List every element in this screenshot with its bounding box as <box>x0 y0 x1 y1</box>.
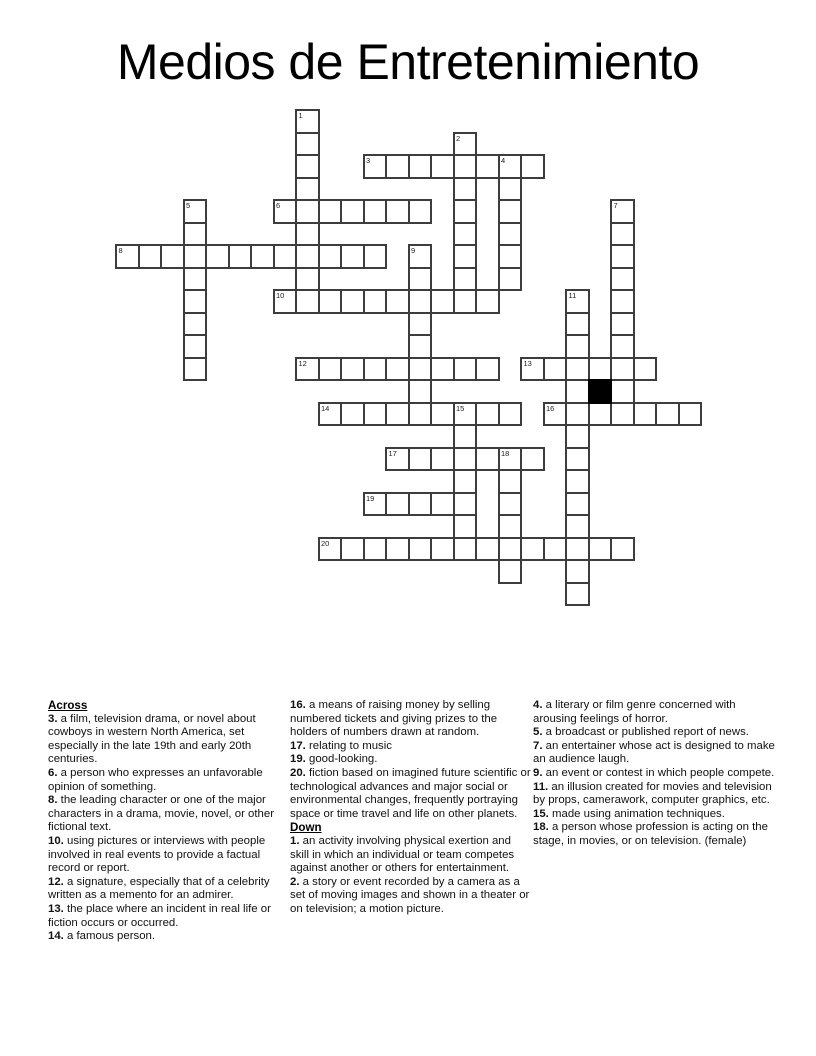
grid-cell[interactable] <box>430 154 455 179</box>
grid-cell[interactable] <box>520 537 545 562</box>
cell-number: 13 <box>523 358 532 368</box>
clue-across-13 <box>48 903 290 930</box>
clue-number-label: 11. <box>533 780 549 793</box>
grid-cell[interactable] <box>430 537 455 562</box>
grid-cell[interactable] <box>498 177 523 202</box>
cell-number: 6 <box>276 201 281 210</box>
grid-cell[interactable] <box>565 582 590 607</box>
clue-text: an entertainer whose act is designed to make an audience laugh. <box>533 739 775 766</box>
grid-cell[interactable] <box>475 357 500 382</box>
clue-across-17 <box>290 740 532 754</box>
grid-cell[interactable] <box>340 402 365 427</box>
grid-cell[interactable] <box>565 379 590 404</box>
grid-cell[interactable] <box>565 334 590 359</box>
grid-cell[interactable] <box>498 514 523 539</box>
clue-text: a person who expresses an unfavorable opinion of something. <box>48 766 263 793</box>
clue-number-label: 18. <box>533 821 549 834</box>
grid-cell[interactable] <box>408 334 433 359</box>
clue-text: using pictures or interviews with people involved in real events to provide a factual record or report. <box>48 834 266 875</box>
grid-cell[interactable] <box>565 424 590 449</box>
cell-number: 3 <box>366 156 371 165</box>
grid-cell[interactable] <box>183 222 208 247</box>
clue-number-label: 10. <box>48 834 64 847</box>
grid-cell[interactable] <box>453 199 478 224</box>
grid-cell[interactable] <box>498 222 523 247</box>
grid-cell[interactable] <box>610 379 635 404</box>
grid-cell[interactable] <box>250 244 275 269</box>
grid-cell[interactable] <box>273 244 298 269</box>
grid-cell[interactable] <box>183 289 208 314</box>
grid-cell[interactable] <box>498 469 523 494</box>
clue-across-6 <box>48 767 290 794</box>
grid-cell[interactable] <box>183 244 208 269</box>
grid-cell[interactable] <box>295 244 320 269</box>
grid-cell[interactable] <box>520 154 545 179</box>
clue-across-8 <box>48 794 290 835</box>
clue-across-16 <box>290 699 532 740</box>
clue-across-20 <box>290 767 532 821</box>
grid-cell[interactable] <box>295 154 320 179</box>
grid-cell[interactable] <box>183 267 208 292</box>
across-heading: Across <box>48 699 88 712</box>
clue-text: the leading character or one of the major characters in a drama, movie, novel, or other fictional text. <box>48 794 275 834</box>
clue-text: a signature, especially that of a celebrity written as a memento for an admirer. <box>48 875 270 902</box>
cell-number: 5 <box>186 201 191 210</box>
down-heading: Down <box>290 821 322 835</box>
grid-cell[interactable] <box>453 537 478 562</box>
grid-cell[interactable] <box>543 357 568 382</box>
cell-number: 11 <box>568 291 577 300</box>
cell-number: 8 <box>118 246 123 255</box>
grid-cell[interactable] <box>340 537 365 562</box>
clue-text: fiction based on imagined future scientific or technological advances and major social or environmental changes, frequently portraying space or time travel and life on other planets. <box>290 766 531 820</box>
grid-cell[interactable] <box>453 357 478 382</box>
grid-cell[interactable] <box>363 289 388 314</box>
grid-cell[interactable] <box>610 312 635 337</box>
grid-cell[interactable] <box>498 492 523 517</box>
grid-cell[interactable] <box>453 177 478 202</box>
grid-cell[interactable] <box>408 447 433 472</box>
grid-cell[interactable] <box>610 537 635 562</box>
clue-text: good-looking. <box>309 753 378 766</box>
grid-cell[interactable] <box>498 537 523 562</box>
grid-cell[interactable] <box>408 402 433 427</box>
grid-cell[interactable] <box>340 289 365 314</box>
cell-number: 18 <box>501 448 510 458</box>
puzzle-title: Medios de Entretenimiento <box>116 34 700 90</box>
grid-cell[interactable] <box>453 469 478 494</box>
black-cell <box>588 379 613 404</box>
grid-cell[interactable] <box>453 154 478 179</box>
grid-cell[interactable] <box>138 244 163 269</box>
grid-cell[interactable] <box>453 424 478 449</box>
clue-number-label: 16. <box>290 699 306 711</box>
grid-cell[interactable] <box>318 199 343 224</box>
clue-across-14 <box>48 930 290 944</box>
grid-cell[interactable] <box>588 357 613 382</box>
grid-cell[interactable] <box>475 537 500 562</box>
clue-number-label: 8. <box>48 794 58 807</box>
grid-cell[interactable] <box>183 312 208 337</box>
grid-cell[interactable] <box>363 357 388 382</box>
grid-cell[interactable] <box>610 289 635 314</box>
clue-across-12 <box>48 876 290 903</box>
grid-cell[interactable] <box>408 537 433 562</box>
clue-text: an event or contest in which people compete. <box>545 766 775 779</box>
clue-down-4 <box>533 699 775 726</box>
clue-text: relating to music <box>309 739 392 752</box>
grid-cell[interactable] <box>678 402 703 427</box>
grid-cell[interactable] <box>543 537 568 562</box>
grid-cell[interactable] <box>565 447 590 472</box>
grid-cell[interactable] <box>408 267 433 292</box>
grid-cell[interactable] <box>565 312 590 337</box>
clue-down-15 <box>533 808 775 822</box>
grid-cell[interactable] <box>610 334 635 359</box>
grid-cell[interactable] <box>385 199 410 224</box>
clue-down-5 <box>533 726 775 740</box>
grid-cell[interactable] <box>430 402 455 427</box>
grid-cell[interactable] <box>430 447 455 472</box>
grid-cell[interactable] <box>408 357 433 382</box>
clue-down-9 <box>533 767 775 781</box>
clue-number-label: 12. <box>48 875 64 888</box>
clue-number-label: 14. <box>48 930 64 943</box>
grid-cell[interactable] <box>385 537 410 562</box>
grid-cell[interactable] <box>498 402 523 427</box>
grid-cell[interactable] <box>498 244 523 269</box>
grid-cell[interactable] <box>610 357 635 382</box>
grid-cell[interactable] <box>610 267 635 292</box>
cell-number: 19 <box>366 493 375 503</box>
grid-cell[interactable] <box>453 514 478 539</box>
cell-number: 14 <box>321 403 330 413</box>
clue-text: a person whose profession is acting on the stage, in movies, or on television. (female) <box>533 821 768 847</box>
grid-cell[interactable] <box>588 402 613 427</box>
cell-number: 16 <box>546 403 555 413</box>
grid-cell[interactable] <box>183 334 208 359</box>
clue-number-label: 6. <box>48 766 58 779</box>
clue-number-label: 13. <box>48 902 64 915</box>
grid-cell[interactable] <box>498 199 523 224</box>
grid-cell[interactable] <box>363 244 388 269</box>
grid-cell[interactable] <box>385 492 410 517</box>
grid-cell[interactable] <box>633 357 658 382</box>
grid-cell[interactable] <box>475 402 500 427</box>
grid-cell[interactable] <box>475 447 500 472</box>
grid-cell[interactable] <box>318 289 343 314</box>
cell-number: 20 <box>321 538 330 548</box>
grid-cell[interactable] <box>295 177 320 202</box>
grid-cell[interactable] <box>340 357 365 382</box>
clue-down-1 <box>290 835 532 876</box>
grid-cell[interactable] <box>340 244 365 269</box>
clue-number-label: 20. <box>290 766 306 779</box>
grid-cell[interactable] <box>363 199 388 224</box>
grid-cell[interactable] <box>565 357 590 382</box>
grid-cell[interactable] <box>655 402 680 427</box>
grid-cell[interactable] <box>565 514 590 539</box>
grid-cell[interactable] <box>385 357 410 382</box>
cell-number: 7 <box>613 201 618 210</box>
cell-number: 4 <box>501 156 506 165</box>
clue-across-19 <box>290 753 532 767</box>
clue-column-2 <box>290 699 532 917</box>
grid-cell[interactable] <box>565 469 590 494</box>
grid-cell[interactable] <box>565 402 590 427</box>
grid-cell[interactable] <box>408 312 433 337</box>
cell-number: 12 <box>298 358 307 368</box>
grid-cell[interactable] <box>498 267 523 292</box>
clue-text: a famous person. <box>67 930 156 943</box>
grid-cell[interactable] <box>408 199 433 224</box>
cell-number: 17 <box>388 448 397 458</box>
grid-cell[interactable] <box>363 402 388 427</box>
clue-text: a means of raising money by selling numbered tickets and giving prizes to the holders of numbers drawn at random. <box>290 699 498 739</box>
clue-text: a film, television drama, or novel about cowboys in western North America, set especially in the late 19th and early 20th centuries. <box>48 712 256 766</box>
clue-down-11 <box>533 781 775 808</box>
grid-cell[interactable] <box>340 199 365 224</box>
grid-cell[interactable] <box>205 244 230 269</box>
grid-cell[interactable] <box>453 289 478 314</box>
clue-text: an activity involving physical exertion and skill in which an individual or team competes against another or others for entertainment. <box>290 834 515 875</box>
clue-number-label: 17. <box>290 739 306 752</box>
clue-number-label: 3. <box>48 712 58 725</box>
cell-number: 9 <box>411 246 416 255</box>
grid-cell[interactable] <box>610 222 635 247</box>
cell-number: 10 <box>276 291 285 300</box>
grid-cell[interactable] <box>385 154 410 179</box>
grid-cell[interactable] <box>183 357 208 382</box>
grid-cell[interactable] <box>453 244 478 269</box>
clue-column-1 <box>48 699 290 944</box>
clue-number-label: 19. <box>290 753 306 766</box>
grid-cell[interactable] <box>385 289 410 314</box>
clue-across-3 <box>48 713 290 767</box>
grid-cell[interactable] <box>565 559 590 584</box>
clue-number-label: 5. <box>533 726 543 739</box>
grid-cell[interactable] <box>295 132 320 157</box>
grid-cell[interactable] <box>363 537 388 562</box>
grid-cell[interactable] <box>408 379 433 404</box>
grid-cell[interactable] <box>453 492 478 517</box>
clue-down-2 <box>290 876 532 917</box>
clue-text: made using animation techniques. <box>552 807 725 820</box>
grid-cell[interactable] <box>318 357 343 382</box>
grid-cell[interactable] <box>453 447 478 472</box>
grid-cell[interactable] <box>295 199 320 224</box>
cell-number: 15 <box>456 403 465 413</box>
grid-cell[interactable] <box>610 244 635 269</box>
clue-text: a story or event recorded by a camera as a set of moving images and shown in a theater or on television; a motion picture. <box>290 875 530 915</box>
grid-cell[interactable] <box>228 244 253 269</box>
grid-cell[interactable] <box>295 267 320 292</box>
grid-cell[interactable] <box>475 289 500 314</box>
clue-number-label: 4. <box>533 699 543 711</box>
grid-cell[interactable] <box>160 244 185 269</box>
clue-number-label: 15. <box>533 807 549 820</box>
grid-cell[interactable] <box>633 402 658 427</box>
clue-number-label: 1. <box>290 834 300 847</box>
grid-cell[interactable] <box>295 289 320 314</box>
clue-down-18 <box>533 821 775 848</box>
clue-text: a literary or film genre concerned with arousing feelings of horror. <box>533 699 736 725</box>
clue-down-7 <box>533 740 775 767</box>
grid-cell[interactable] <box>408 492 433 517</box>
grid-cell[interactable] <box>610 402 635 427</box>
grid-cell[interactable] <box>475 154 500 179</box>
cell-number: 1 <box>298 111 303 120</box>
clue-across-10 <box>48 835 290 876</box>
cell-number: 2 <box>456 133 461 143</box>
grid-cell[interactable] <box>498 559 523 584</box>
clue-number-label: 2. <box>290 875 300 888</box>
grid-cell[interactable] <box>430 289 455 314</box>
grid-cell[interactable] <box>588 537 613 562</box>
grid-cell[interactable] <box>408 154 433 179</box>
grid-cell[interactable] <box>453 222 478 247</box>
grid-cell[interactable] <box>520 447 545 472</box>
clue-number-label: 7. <box>533 739 543 752</box>
grid-cell[interactable] <box>295 222 320 247</box>
grid-cell[interactable] <box>385 402 410 427</box>
clue-text: an illusion created for movies and television by props, camerawork, computer graphics, etc. <box>533 780 772 807</box>
grid-cell[interactable] <box>430 357 455 382</box>
grid-cell[interactable] <box>565 492 590 517</box>
clue-text: a broadcast or published report of news. <box>545 726 749 739</box>
grid-cell[interactable] <box>318 244 343 269</box>
clue-text: the place where an incident in real life or fiction occurs or occurred. <box>48 902 271 929</box>
clue-column-3 <box>533 699 775 849</box>
clue-number-label: 9. <box>533 766 543 779</box>
grid-cell[interactable] <box>453 267 478 292</box>
grid-cell[interactable] <box>430 492 455 517</box>
grid-cell[interactable] <box>565 537 590 562</box>
grid-cell[interactable] <box>408 289 433 314</box>
